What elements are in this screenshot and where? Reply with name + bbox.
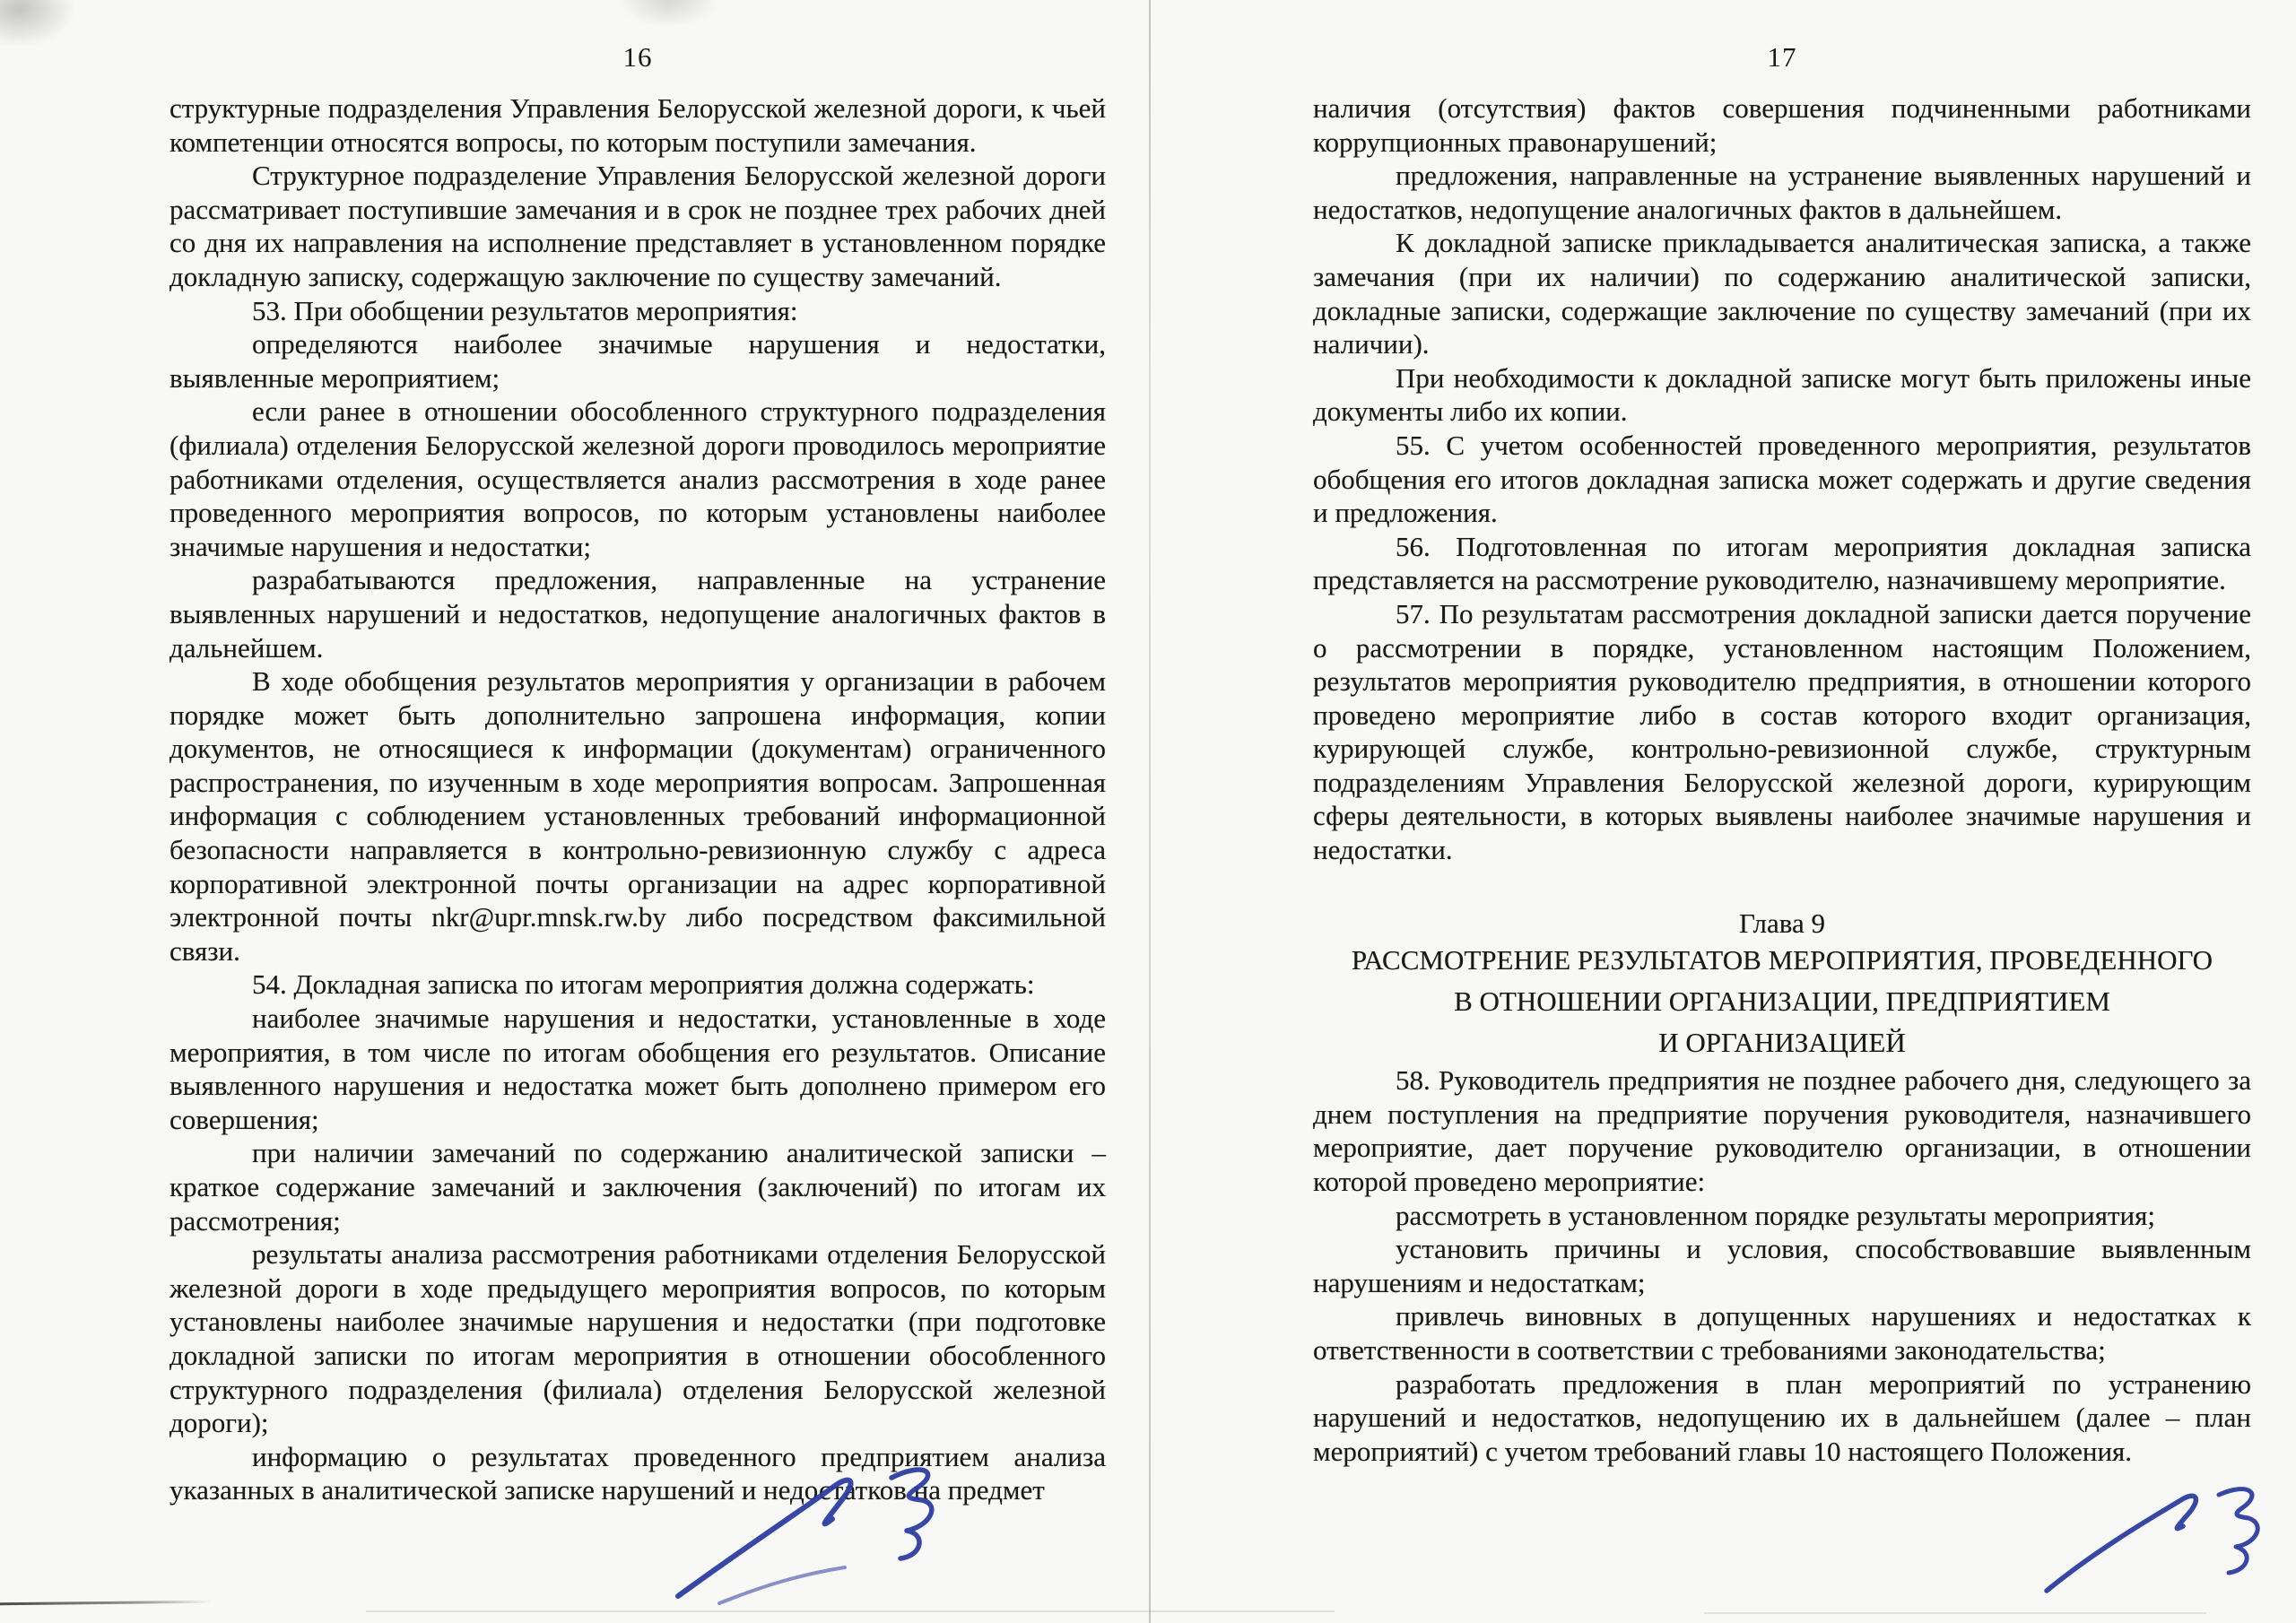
page-17 [1150, 0, 2296, 1623]
page-number: 17 [1767, 41, 1797, 73]
paragraph: рассмотреть в установленном порядке результаты мероприятия; [1396, 1199, 2155, 1231]
paragraph: 58. Руководитель предприятия не позднее рабочего дня, следующего за днем поступления на предприятие поручения руководителя, назначившего мероприятие, дает поручение руководителю организации, в отношении которой проведено мероприятие: [1313, 1064, 2251, 1198]
paragraph: при наличии замечаний по содержанию аналитической записки – краткое содержание замечаний и заключения (заключений) по итогам их рассмотрения; [170, 1137, 1106, 1237]
paragraph: информацию о результатах проведенного предприятием анализа указанных в аналитической записке нарушений и недостатков на предмет [170, 1440, 1106, 1506]
paragraph: При необходимости к докладной записке могут быть приложены иные документы либо их копии. [1313, 361, 2251, 428]
paragraph: предложения, направленные на устранение выявленных нарушений и недостатков, недопущение аналогичных фактов в дальнейшем. [1313, 160, 2251, 225]
paragraph: В ходе обобщения результатов мероприятия у организации в рабочем порядке может быть дополнительно запрошена информация, копии документов, не относящиеся к информации (документам) ограниченного распространения, по изученным в ходе мероприятия вопросам. Запрошенная информация с соблюдением установленных требований информационной безопасности направляется в контрольно-ревизионную службу с адреса корпоративной электронной почты организации на адрес корпоративной электронной почты nkr@upr.mnsk.rw.by либо посредством факсимильной связи. [170, 665, 1106, 967]
chapter-title: РАССМОТРЕНИЕ РЕЗУЛЬТАТОВ МЕРОПРИЯТИЯ, ПРОВЕДЕННОГО В ОТНОШЕНИИ ОРГАНИЗАЦИИ, ПРЕДПРИЯТИЕМ И ОРГАНИЗАЦИЕЙ [1351, 944, 2213, 1059]
paragraph: установить причины и условия, способствовавшие выявленным нарушениям и недостаткам; [1313, 1233, 2251, 1298]
paragraph: К докладной записке прикладывается аналитическая записка, а также замечания (при их наличии) по содержанию аналитической записки, докладные записки, содержащие заключение по существу замечаний (при их наличии). [1313, 227, 2251, 360]
paragraph: разрабатываются предложения, направленные на устранение выявленных нарушений и недостатков, недопущение аналогичных фактов в дальнейшем. [170, 564, 1106, 664]
handwritten-signature [2036, 1481, 2296, 1618]
page-17-text [1313, 91, 2251, 1468]
paragraph: Структурное подразделение Управления Белорусской железной дороги рассматривает поступившие замечания и в срок не позднее трех рабочих дней со дня их направления на исполнение представляет в установленном порядке докладную записку, содержащую заключение по существу замечаний. [170, 160, 1106, 292]
paragraph: структурные подразделения Управления Белорусской железной дороги, к чьей компетенции относятся вопросы, по которым поступили замечания. [170, 92, 1106, 158]
paragraph: если ранее в отношении обособленного структурного подразделения (филиала) отделения Белорусской железной дороги проводилось мероприятие работниками отделения, осуществляется анализ рассмотрения в ходе ранее проведенного мероприятия вопросов, по которым установлены наиболее значимые нарушения и недостатки; [170, 395, 1106, 562]
paragraph: определяются наиболее значимые нарушения и недостатки, выявленные мероприятием; [170, 328, 1106, 394]
paragraph: 56. Подготовленная по итогам мероприятия докладная записка представляется на рассмотрение руководителю, назначившему мероприятие. [1313, 530, 2251, 596]
paragraph: привлечь виновных в допущенных нарушениях и недостатках к ответственности в соответствии с требованиями законодательства; [1313, 1300, 2251, 1366]
scan-artifact [366, 1610, 1335, 1612]
page-16-text [170, 91, 1106, 1507]
page-divider-line [1149, 0, 1151, 1623]
paragraph: 53. При обобщении результатов мероприятия: [252, 294, 798, 326]
page-number: 16 [622, 41, 653, 73]
scan-artifact [1704, 1612, 2206, 1614]
handwritten-signature [665, 1460, 997, 1610]
paragraph: 54. Докладная записка по итогам мероприятия должна содержать: [252, 968, 1035, 1001]
chapter-label: Глава 9 [1738, 907, 1826, 939]
paragraph: 57. По результатам рассмотрения докладной записки дается поручение о рассмотрении в порядке, установленном настоящим Положением, результатов мероприятия руководителю предприятия, в отношении которого проведено мероприятие либо в состав которого входит организация, курирующей службе, контрольно-ревизионной службе, структурным подразделениям Управления Белорусской железной дороги, курирующим сферы деятельности, в которых выявлены наиболее значимые нарушения и недостатки. [1313, 597, 2251, 866]
paragraph: результаты анализа рассмотрения работниками отделения Белорусской железной дороги в ходе предыдущего мероприятия вопросов, по которым установлены наиболее значимые нарушения и недостатки (при подготовке докладной записки по итогам мероприятия в отношении обособленного структурного подразделения (филиала) отделения Белорусской железной дороги); [170, 1238, 1106, 1439]
paragraph: наиболее значимые нарушения и недостатки, установленные в ходе мероприятия, в том числе по итогам обобщения его результатов. Описание выявленного нарушения и недостатка может быть дополнено примером его совершения; [170, 1002, 1106, 1135]
paragraph: 55. С учетом особенностей проведенного мероприятия, результатов обобщения его итогов докладная записка может содержать и другие сведения и предложения. [1313, 429, 2251, 529]
paragraph: наличия (отсутствия) фактов совершения подчиненными работниками коррупционных правонарушений; [1313, 92, 2251, 158]
paragraph: разработать предложения в план мероприятий по устранению нарушений и недостатков, недопущению их в дальнейшем (далее – план мероприятий) с учетом требований главы 10 настоящего Положения. [1313, 1367, 2251, 1467]
